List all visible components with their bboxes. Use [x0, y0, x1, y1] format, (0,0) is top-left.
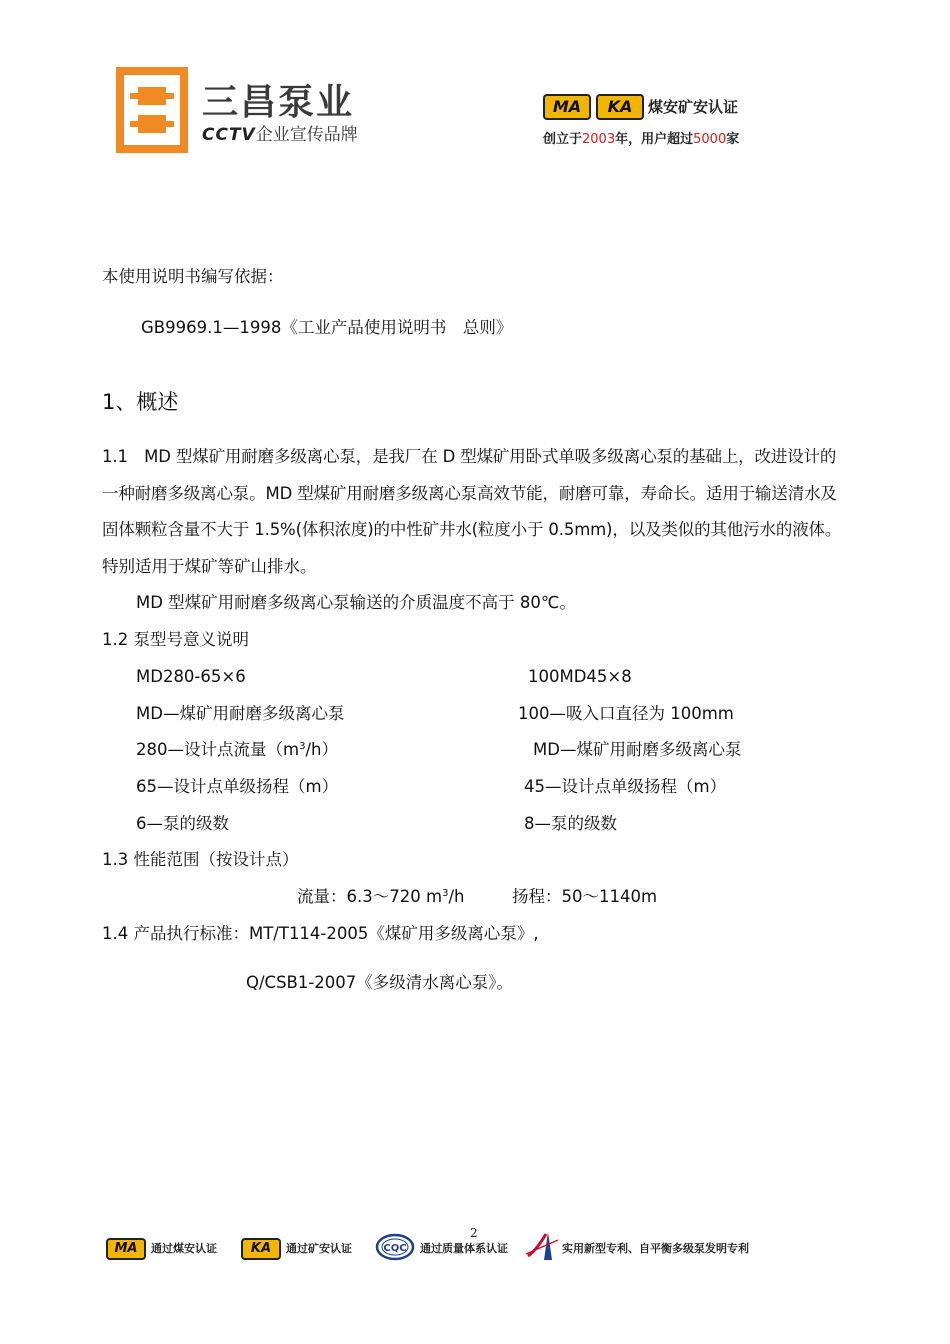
model-meaning-left: 6—泵的级数: [136, 814, 229, 833]
footer-cqc-label: 通过质量体系认证: [420, 1242, 508, 1255]
footer-ka-label: 通过矿安认证: [286, 1242, 352, 1255]
model-meaning-left: 65—设计点单级扬程（m）: [136, 777, 339, 796]
paragraph-line: 1.1 MD 型煤矿用耐磨多级离心泵，是我厂在 D 型煤矿用卧式单吸多级离心泵的基础上，改进设计的: [102, 447, 837, 466]
slogan-users: 5000: [693, 132, 727, 147]
footer-ma-label: 通过煤安认证: [151, 1242, 217, 1255]
ma-cert-badge: MA: [543, 94, 591, 120]
brand-name: 三昌泵业: [202, 82, 355, 123]
model-meaning-right: 45—设计点单级扬程（m）: [524, 777, 727, 796]
cert-label: 煤安矿安认证: [648, 98, 739, 116]
intro-text: 本使用说明书编写依据：: [102, 267, 284, 286]
flow-text: 280—设计点流量（m: [136, 740, 300, 759]
model-meaning-right: 8—泵的级数: [524, 814, 617, 833]
model-example-right: 100MD45×8: [528, 667, 632, 686]
brand-subtitle-text: 企业宣传品牌: [255, 125, 358, 145]
brand-logo-icon: [116, 67, 188, 153]
paragraph-line: 特别适用于煤矿等矿山排水。: [102, 557, 317, 576]
footer-ka-badge: KA: [241, 1238, 281, 1260]
model-meaning-left: [136, 740, 338, 760]
brand-subtitle: [202, 120, 358, 145]
flow-unit: /h）: [305, 740, 338, 759]
head-range: 扬程：50～1140m: [512, 887, 658, 906]
cqc-logo-text: CQC: [383, 1243, 407, 1254]
slogan-part: 创立于: [543, 132, 583, 147]
section-title: 1、概述: [102, 390, 179, 414]
product-standard: 1.4 产品执行标准：MT/T114-2005《煤矿用多级离心泵》,: [102, 924, 539, 943]
subsection-title: 1.2 泵型号意义说明: [102, 630, 249, 649]
cqc-logo-icon: [375, 1233, 415, 1261]
paragraph-line: 固体颗粒含量不大于 1.5%(体积浓度)的中性矿井水(粒度小于 0.5mm)，以及类似的其他污水的液体。: [102, 520, 842, 539]
paragraph-line: 一种耐磨多级离心泵。MD 型煤矿用耐磨多级离心泵高效节能，耐磨可靠，寿命长。适用于输送清水及: [102, 484, 837, 503]
standard-reference: GB9969.1—1998《工业产品使用说明书 总则》: [141, 318, 513, 337]
product-standard: Q/CSB1-2007《多级清水离心泵》。: [246, 973, 514, 992]
model-meaning-right: MD—煤矿用耐磨多级离心泵: [533, 740, 742, 759]
cctv-logo: CCTV: [202, 125, 256, 145]
flow-range-text: 流量：6.3～720 m: [297, 887, 443, 906]
slogan-year: 2003: [582, 132, 616, 147]
ka-cert-badge: KA: [596, 94, 644, 120]
model-meaning-right: 100—吸入口直径为 100mm: [518, 704, 734, 723]
subsection-title: 1.3 性能范围（按设计点）: [102, 850, 299, 869]
superscript: 3: [299, 741, 306, 752]
flow-range-unit: /h: [448, 887, 465, 906]
footer-ma-badge: MA: [106, 1238, 146, 1260]
slogan-part: 家: [726, 132, 740, 147]
page-number: 2: [470, 1226, 478, 1240]
model-example-left: MD280-65×6: [136, 667, 246, 686]
superscript: 3: [442, 888, 449, 899]
model-meaning-left: MD—煤矿用耐磨多级离心泵: [136, 704, 345, 723]
slogan-part: 年，用户超过: [615, 132, 694, 147]
temperature-note: MD 型煤矿用耐磨多级离心泵输送的介质温度不高于 80℃。: [136, 593, 576, 612]
patent-logo-icon: [524, 1230, 560, 1262]
flow-range: [297, 887, 464, 907]
footer-patent-label: 实用新型专利、自平衡多级泵发明专利: [562, 1242, 749, 1255]
company-slogan: [543, 128, 739, 147]
